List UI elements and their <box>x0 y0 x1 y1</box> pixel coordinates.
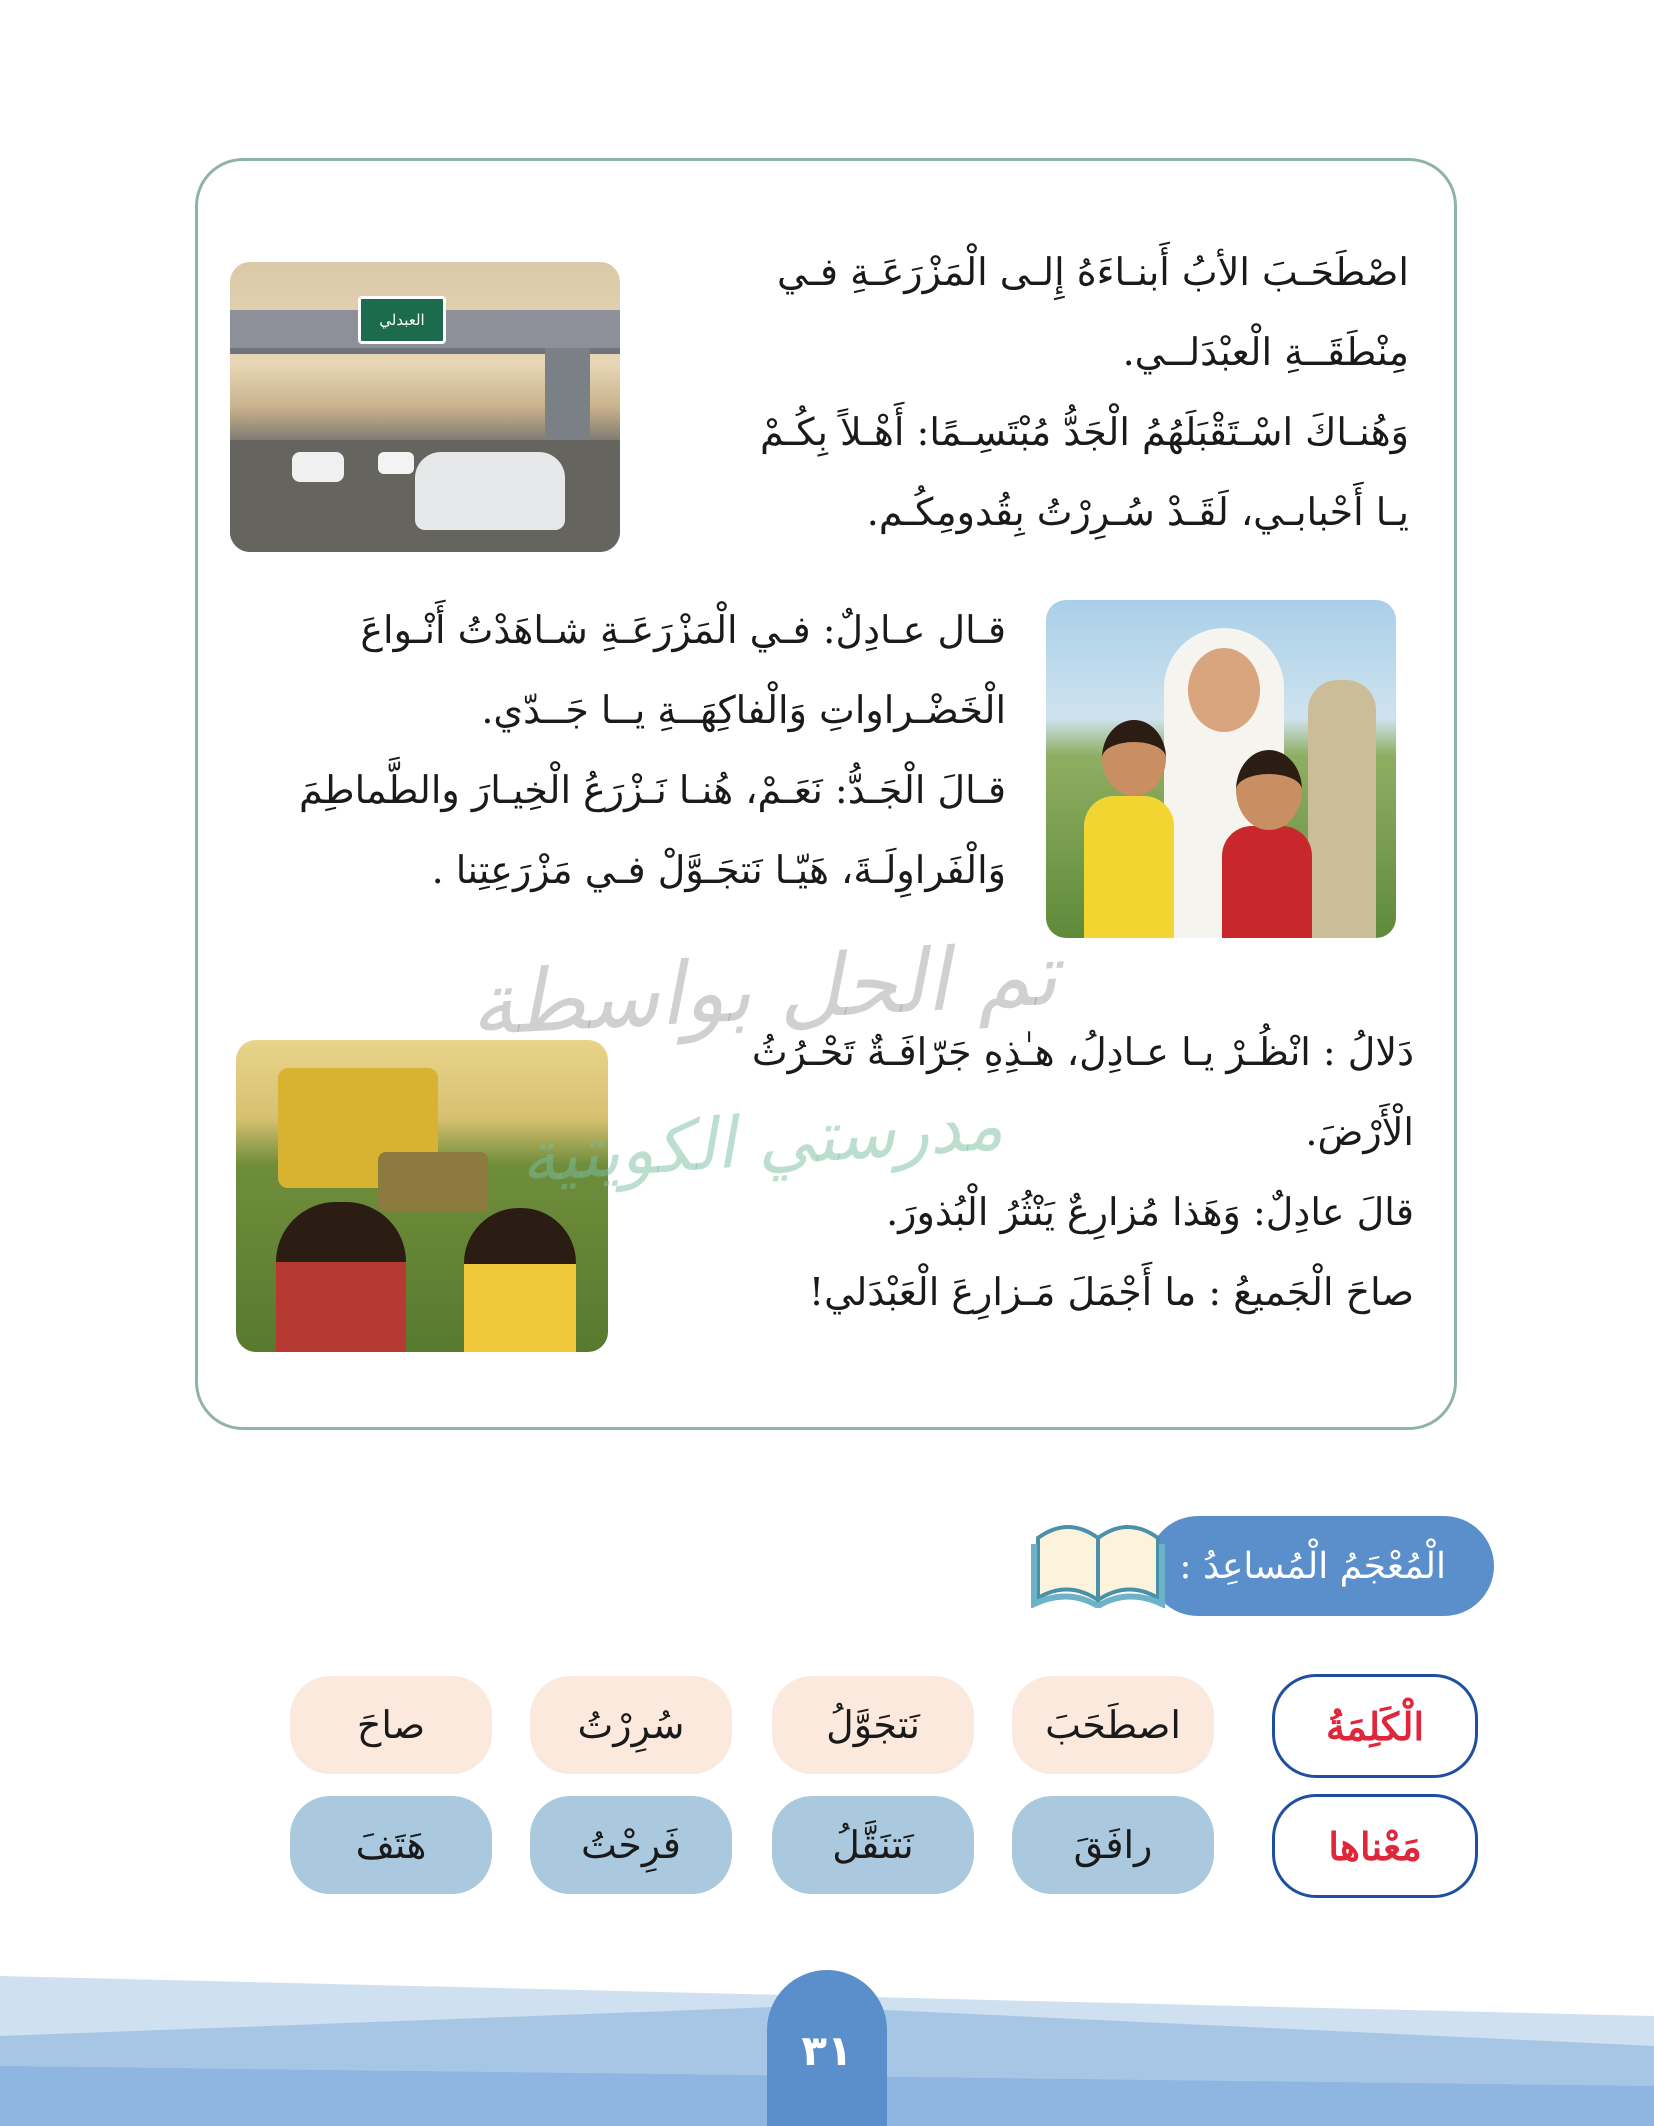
story-line: الْأَرْضَ. <box>1305 1110 1414 1154</box>
watermark-line-1: تم الحل بواسطة <box>467 924 1060 1056</box>
watermark-line-2: مدرستي الكويتية <box>517 1083 1006 1199</box>
highway-image <box>230 262 620 552</box>
story-line: وَهُنـاكَ اسْـتَقْبَلَهُمُ الْجَدُّ مُبْتَسِـمًا: أَهْـلاً بِكُـمْ <box>759 410 1409 454</box>
story-line: صاحَ الْجَميعُ : ما أَجْمَلَ مَـزارِعَ الْعَبْدَلي! <box>808 1270 1414 1314</box>
meaning-chip: نَتنَقَّلُ <box>772 1796 974 1894</box>
story-line: قـالَ الْجَـدُّ: نَعَـمْ، هُنـا نَـزْرَعُ الْخِيـارَ والطَّماطِمَ <box>299 768 1006 812</box>
page-number: ٣١ <box>767 1970 887 2126</box>
meaning-chip: هَتَفَ <box>290 1796 492 1894</box>
word-chip: سُرِرْتُ <box>530 1676 732 1774</box>
story-paragraph-3 <box>634 1012 1414 1332</box>
word-chip: نَتجَوَّلُ <box>772 1676 974 1774</box>
highway-sign: العبدلي <box>358 296 446 344</box>
story-line: قالَ عادِلٌ: وَهَذا مُزارِعٌ يَنْثُرُ الْبُذورَ. <box>886 1190 1414 1234</box>
story-line: قـال عـادِلٌ: فـي الْمَزْرَعَـةِ شـاهَدْتُ أَنْـواعَ <box>360 608 1006 652</box>
story-line: اصْطَحَـبَ الأبُ أَبنـاءَهُ إِلـى الْمَزْرَعَـةِ فـي <box>777 250 1409 294</box>
story-paragraph-1 <box>629 232 1409 552</box>
story-line: الْخَضْـراواتِ وَالْفاكِهَــةِ يــا جَــدّي. <box>481 688 1006 732</box>
story-paragraph-2 <box>226 590 1006 910</box>
grandfather-image <box>1046 600 1396 938</box>
story-line: وَالْفَراوِلَـةَ، هَيّـا نَتجَـوَّلْ فـي مَزْرَعِتِنا . <box>431 848 1006 892</box>
story-line: مِنْطَقَــةِ الْعبْدَلــي. <box>1122 330 1409 374</box>
meaning-chip: رافَقَ <box>1012 1796 1214 1894</box>
dictionary-title: الْمُعْجَمُ الْمُساعِدُ : <box>1148 1516 1494 1616</box>
meaning-label: مَعْناها <box>1272 1794 1478 1898</box>
word-chip: صاحَ <box>290 1676 492 1774</box>
open-book-icon <box>1028 1508 1168 1608</box>
word-label: الْكَلِمَةُ <box>1272 1674 1478 1778</box>
meaning-chip: فَرِحْتُ <box>530 1796 732 1894</box>
bulldozer-image <box>236 1040 608 1352</box>
story-line: يـا أَحْبابـي، لَقَـدْ سُـرِرْتُ بِقُدومِكُـم. <box>866 490 1409 534</box>
story-line: دَلالُ : انْظُـرْ يـا عـادِلُ، هـٰذِهِ جَرّافَـةٌ تَحْـرُثُ <box>751 1030 1414 1074</box>
word-chip: اصطَحَبَ <box>1012 1676 1214 1774</box>
